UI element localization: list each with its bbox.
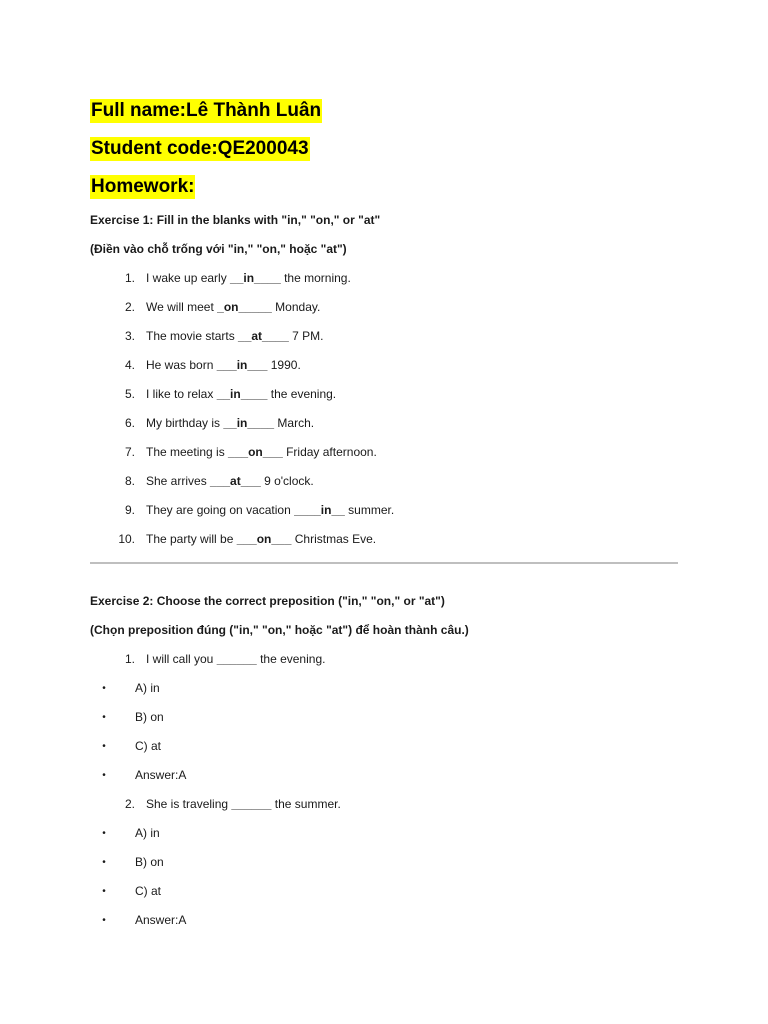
sentence-end: Monday. [271,300,321,314]
exercise2-title: Exercise 2: Choose the correct preposition ("in," "on," or "at") [90,594,445,608]
sentence-end: 7 PM. [288,329,324,343]
answer-blank: __in____ [230,271,281,285]
student-code-line [90,130,680,168]
answer-blank: ___at___ [210,474,261,488]
item-number: 6. [124,416,135,430]
option-text: C) at [135,884,162,898]
option-item [90,906,680,935]
item-number: 7. [124,445,135,459]
list-item [90,322,680,351]
list-item [90,264,680,293]
sentence-start: I wake up early [146,271,231,285]
question-item [90,790,680,819]
item-sentence [135,409,314,438]
list-item [90,409,680,438]
horizontal-divider [90,562,678,564]
option-item [90,848,680,877]
option-text: Answer:A [135,768,187,782]
list-item [90,351,680,380]
sentence-end: 9 o'clock. [260,474,314,488]
item-sentence [135,525,376,554]
sentence-start: She is traveling [146,797,232,811]
option-item [90,674,680,703]
sentence-end: the evening. [256,652,326,666]
exercise2-list [90,645,680,935]
answer-blank: ___on___ [236,532,292,546]
item-sentence [135,322,323,351]
sentence-start: The party will be [146,532,237,546]
bullet-icon: • [102,828,106,839]
document-page [90,92,680,935]
item-number: 3. [124,329,135,343]
question-sentence [135,645,325,674]
bullet-icon: • [102,712,106,723]
answer-blank: __in____ [223,416,275,430]
item-number: 4. [124,358,135,372]
bullet-icon: • [102,857,106,868]
sentence-end: summer. [344,503,395,517]
list-item [90,496,680,525]
list-item [90,525,680,554]
sentence-start: My birthday is [146,416,224,430]
list-item [90,438,680,467]
question-sentence [135,790,341,819]
homework-heading: Homework: [91,176,195,197]
sentence-start: She arrives [146,474,211,488]
sentence-start: The movie starts [146,329,239,343]
question-number: 1. [124,652,135,666]
answer-blank: ______ [231,797,272,811]
sentence-start: We will meet [146,300,218,314]
sentence-start: The meeting is [146,445,229,459]
sentence-start: He was born [146,358,217,372]
full-name: Full name:Lê Thành Luân [91,100,322,121]
list-item [90,467,680,496]
student-code: Student code:QE200043 [91,138,309,159]
bullet-icon: • [102,770,106,781]
item-sentence [135,467,314,496]
option-text: Answer:A [135,913,187,927]
option-text: C) at [135,739,162,753]
sentence-end: Friday afternoon. [282,445,377,459]
answer-blank: __in____ [216,387,268,401]
sentence-end: the evening. [267,387,337,401]
bullet-icon: • [102,886,106,897]
exercise1-title: Exercise 1: Fill in the blanks with "in," "on," or "at" [90,213,381,227]
bullet-icon: • [102,741,106,752]
sentence-end: the morning. [280,271,351,285]
bullet-icon: • [102,915,106,926]
item-number: 5. [124,387,135,401]
sentence-end: the summer. [271,797,341,811]
full-name-line [90,92,680,130]
option-text: B) on [135,710,164,724]
bullet-icon: • [102,683,106,694]
exercise2-subtitle: (Chọn preposition đúng ("in," "on," hoặc "at") để hoàn thành câu.) [90,623,469,637]
option-text: A) in [135,681,160,695]
item-sentence [135,438,377,467]
item-number: 9. [124,503,135,517]
item-sentence [135,293,320,322]
homework-line [90,168,680,206]
sentence-start: I will call you [146,652,217,666]
answer-blank: __at____ [238,329,289,343]
option-item [90,732,680,761]
option-item [90,703,680,732]
item-sentence [135,351,301,380]
item-number: 8. [124,474,135,488]
item-sentence [135,380,336,409]
exercise1-subtitle: (Điền vào chỗ trống với "in," "on," hoặc "at") [90,242,347,256]
item-number: 2. [124,300,135,314]
option-item [90,877,680,906]
answer-blank: ____in__ [294,503,345,517]
sentence-start: I like to relax [146,387,217,401]
sentence-end: 1990. [267,358,301,372]
option-text: B) on [135,855,164,869]
exercise1-list [90,264,680,554]
question-item [90,645,680,674]
item-sentence [135,264,351,293]
answer-blank: ______ [216,652,257,666]
answer-blank: _on_____ [217,300,272,314]
sentence-start: They are going on vacation [146,503,295,517]
answer-blank: ___on___ [228,445,283,459]
option-text: A) in [135,826,160,840]
sentence-end: Christmas Eve. [291,532,377,546]
list-item [90,293,680,322]
sentence-end: March. [274,416,315,430]
option-item [90,761,680,790]
item-number: 10. [118,532,135,546]
option-item [90,819,680,848]
item-sentence [135,496,394,525]
question-number: 2. [124,797,135,811]
item-number: 1. [124,271,135,285]
answer-blank: ___in___ [216,358,268,372]
list-item [90,380,680,409]
